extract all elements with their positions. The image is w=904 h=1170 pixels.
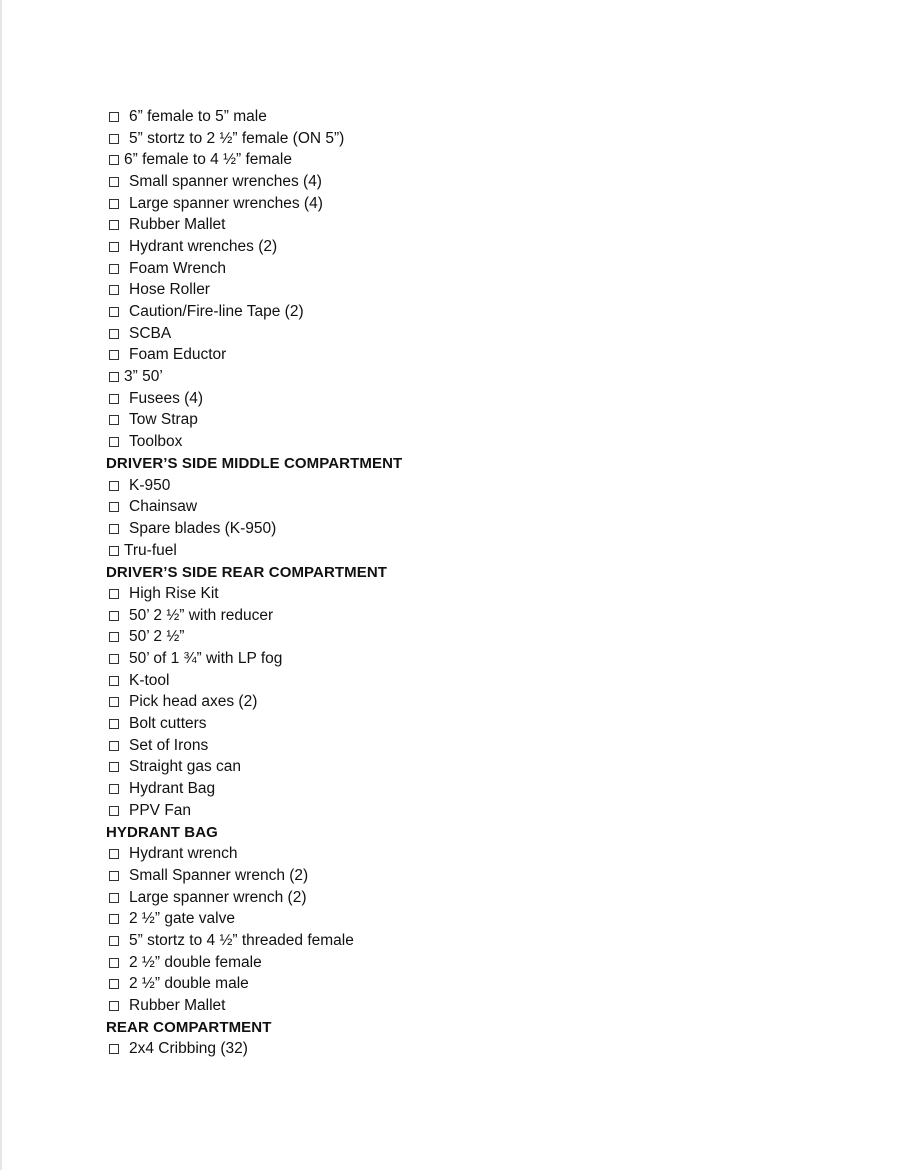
checkbox-icon[interactable] (109, 134, 119, 144)
checklist-item[interactable] (106, 974, 402, 996)
checklist-item[interactable] (106, 518, 402, 540)
checklist-item-label: Rubber Mallet (129, 216, 226, 234)
checklist-item[interactable] (106, 323, 402, 345)
checklist-item[interactable] (106, 692, 402, 714)
checklist-item-label: Spare blades (K-950) (129, 519, 277, 537)
checklist-item[interactable] (106, 496, 402, 518)
checklist-item-label: Rubber Mallet (129, 997, 226, 1015)
checklist-item[interactable] (106, 670, 402, 692)
checklist-item[interactable] (106, 757, 402, 779)
checkbox-icon[interactable] (109, 784, 119, 794)
checklist-item-label: 2 ½” gate valve (129, 910, 235, 928)
checkbox-icon[interactable] (109, 611, 119, 621)
checklist-item[interactable] (106, 778, 402, 800)
checklist-item-label: 2x4 Cribbing (32) (129, 1040, 248, 1058)
checkbox-icon[interactable] (109, 654, 119, 664)
checklist-item[interactable] (106, 1039, 402, 1061)
checkbox-icon[interactable] (109, 524, 119, 534)
checkbox-icon[interactable] (109, 1001, 119, 1011)
checkbox-icon[interactable] (109, 958, 119, 968)
checkbox-icon[interactable] (109, 372, 119, 382)
checklist-item-label: Large spanner wrenches (4) (129, 194, 323, 212)
checklist-item-label: Pick head axes (2) (129, 693, 258, 711)
checklist-item-label: PPV Fan (129, 801, 192, 819)
checkbox-icon[interactable] (109, 502, 119, 512)
checkbox-icon[interactable] (109, 155, 119, 165)
checklist-item-label: Tow Strap (129, 411, 198, 429)
checklist-item[interactable] (106, 388, 402, 410)
checklist-item[interactable] (106, 193, 402, 215)
checklist-item[interactable] (106, 605, 402, 627)
checklist-item[interactable] (106, 995, 402, 1017)
checklist-item-label: High Rise Kit (129, 584, 219, 602)
checkbox-icon[interactable] (109, 697, 119, 707)
checklist-item[interactable] (106, 952, 402, 974)
checklist-item[interactable] (106, 583, 402, 605)
checklist-item-label: Chainsaw (129, 498, 198, 516)
checklist-item[interactable] (106, 366, 402, 388)
checkbox-icon[interactable] (109, 676, 119, 686)
checklist-item-label: Fusees (4) (129, 389, 204, 407)
checkbox-icon[interactable] (109, 741, 119, 751)
checkbox-icon[interactable] (109, 546, 119, 556)
checklist-item-label: Hydrant wrench (129, 845, 238, 863)
checkbox-icon[interactable] (109, 632, 119, 642)
checklist-item-label: Straight gas can (129, 758, 242, 776)
checklist-item-label: Small Spanner wrench (2) (129, 866, 309, 884)
checklist-item-label: 6” female to 5” male (129, 107, 267, 125)
checklist-item-label: 50’ 2 ½” (129, 628, 185, 646)
section-heading: HYDRANT BAG (106, 824, 218, 842)
checklist-item-label: 2 ½” double female (129, 953, 262, 971)
checkbox-icon[interactable] (109, 871, 119, 881)
checklist-item-label: K-950 (129, 476, 171, 494)
checklist-item-label: Hose Roller (129, 281, 210, 299)
checkbox-icon[interactable] (109, 914, 119, 924)
checkbox-icon[interactable] (109, 177, 119, 187)
checklist-item-label: 5” stortz to 4 ½” threaded female (129, 931, 354, 949)
checklist-item[interactable] (106, 301, 402, 323)
checklist-item-label: Large spanner wrench (2) (129, 888, 307, 906)
checklist-item-label: 50’ of 1 ¾” with LP fog (129, 650, 283, 668)
checklist-item[interactable] (106, 149, 402, 171)
checkbox-icon[interactable] (109, 329, 119, 339)
checklist-item-label: Toolbox (129, 433, 183, 451)
checkbox-icon[interactable] (109, 220, 119, 230)
section-heading: DRIVER’S SIDE MIDDLE COMPARTMENT (106, 455, 403, 473)
checklist-item-label: 6” female to 4 ½” female (124, 151, 292, 169)
checklist-item[interactable] (106, 908, 402, 930)
checkbox-icon[interactable] (109, 719, 119, 729)
checklist-item-label: 2 ½” double male (129, 975, 249, 993)
checklist-item[interactable] (106, 258, 402, 280)
checklist-item-label: Tru-fuel (124, 541, 177, 559)
checklist-item-label: Foam Wrench (129, 259, 227, 277)
checklist-item-label: 50’ 2 ½” with reducer (129, 606, 274, 624)
checklist-item[interactable] (106, 865, 402, 887)
checkbox-icon[interactable] (109, 806, 119, 816)
checkbox-icon[interactable] (109, 264, 119, 274)
checklist-item-label: 5” stortz to 2 ½” female (ON 5”) (129, 129, 345, 147)
checkbox-icon[interactable] (109, 481, 119, 491)
checkbox-icon[interactable] (109, 307, 119, 317)
checklist-item-label: K-tool (129, 671, 170, 689)
checklist-item[interactable] (106, 236, 402, 258)
checkbox-icon[interactable] (109, 394, 119, 404)
checklist-item[interactable] (106, 214, 402, 236)
checkbox-icon[interactable] (109, 350, 119, 360)
checklist-item[interactable] (106, 887, 402, 909)
checklist-item[interactable] (106, 843, 402, 865)
checklist-item-label: Set of Irons (129, 736, 209, 754)
checkbox-icon[interactable] (109, 589, 119, 599)
checklist-item[interactable] (106, 930, 402, 952)
equipment-checklist (106, 106, 402, 1060)
checklist-item[interactable] (106, 735, 402, 757)
checkbox-icon[interactable] (109, 112, 119, 122)
checklist-item[interactable] (106, 800, 402, 822)
checklist-item-label: SCBA (129, 324, 172, 342)
checklist-item-label: Small spanner wrenches (4) (129, 172, 322, 190)
checkbox-icon[interactable] (109, 415, 119, 425)
checkbox-icon[interactable] (109, 199, 119, 209)
checklist-item[interactable] (106, 128, 402, 150)
checklist-item[interactable] (106, 171, 402, 193)
checklist-item[interactable] (106, 106, 402, 128)
checklist-item-label: Caution/Fire-line Tape (2) (129, 303, 304, 321)
checklist-item[interactable] (106, 540, 402, 562)
checklist-item-label: 3” 50’ (124, 368, 163, 386)
checklist-item[interactable] (106, 713, 402, 735)
section-heading: DRIVER’S SIDE REAR COMPARTMENT (106, 563, 388, 581)
checklist-item[interactable] (106, 648, 402, 670)
checkbox-icon[interactable] (109, 437, 119, 447)
checkbox-icon[interactable] (109, 979, 119, 989)
checkbox-icon[interactable] (109, 1044, 119, 1054)
checklist-item-label: Hydrant wrenches (2) (129, 237, 278, 255)
checkbox-icon[interactable] (109, 242, 119, 252)
checklist-item[interactable] (106, 280, 402, 302)
checkbox-icon[interactable] (109, 893, 119, 903)
checklist-item[interactable] (106, 431, 402, 453)
checkbox-icon[interactable] (109, 762, 119, 772)
checkbox-icon[interactable] (109, 285, 119, 295)
checkbox-icon[interactable] (109, 849, 119, 859)
checklist-item-label: Bolt cutters (129, 715, 207, 733)
checklist-item-label: Foam Eductor (129, 346, 227, 364)
checklist-item[interactable] (106, 345, 402, 367)
page-edge (0, 0, 2, 1170)
checklist-item[interactable] (106, 475, 402, 497)
checkbox-icon[interactable] (109, 936, 119, 946)
checklist-item[interactable] (106, 410, 402, 432)
checklist-item-label: Hydrant Bag (129, 780, 216, 798)
checklist-item[interactable] (106, 627, 402, 649)
section-heading: REAR COMPARTMENT (106, 1019, 272, 1037)
